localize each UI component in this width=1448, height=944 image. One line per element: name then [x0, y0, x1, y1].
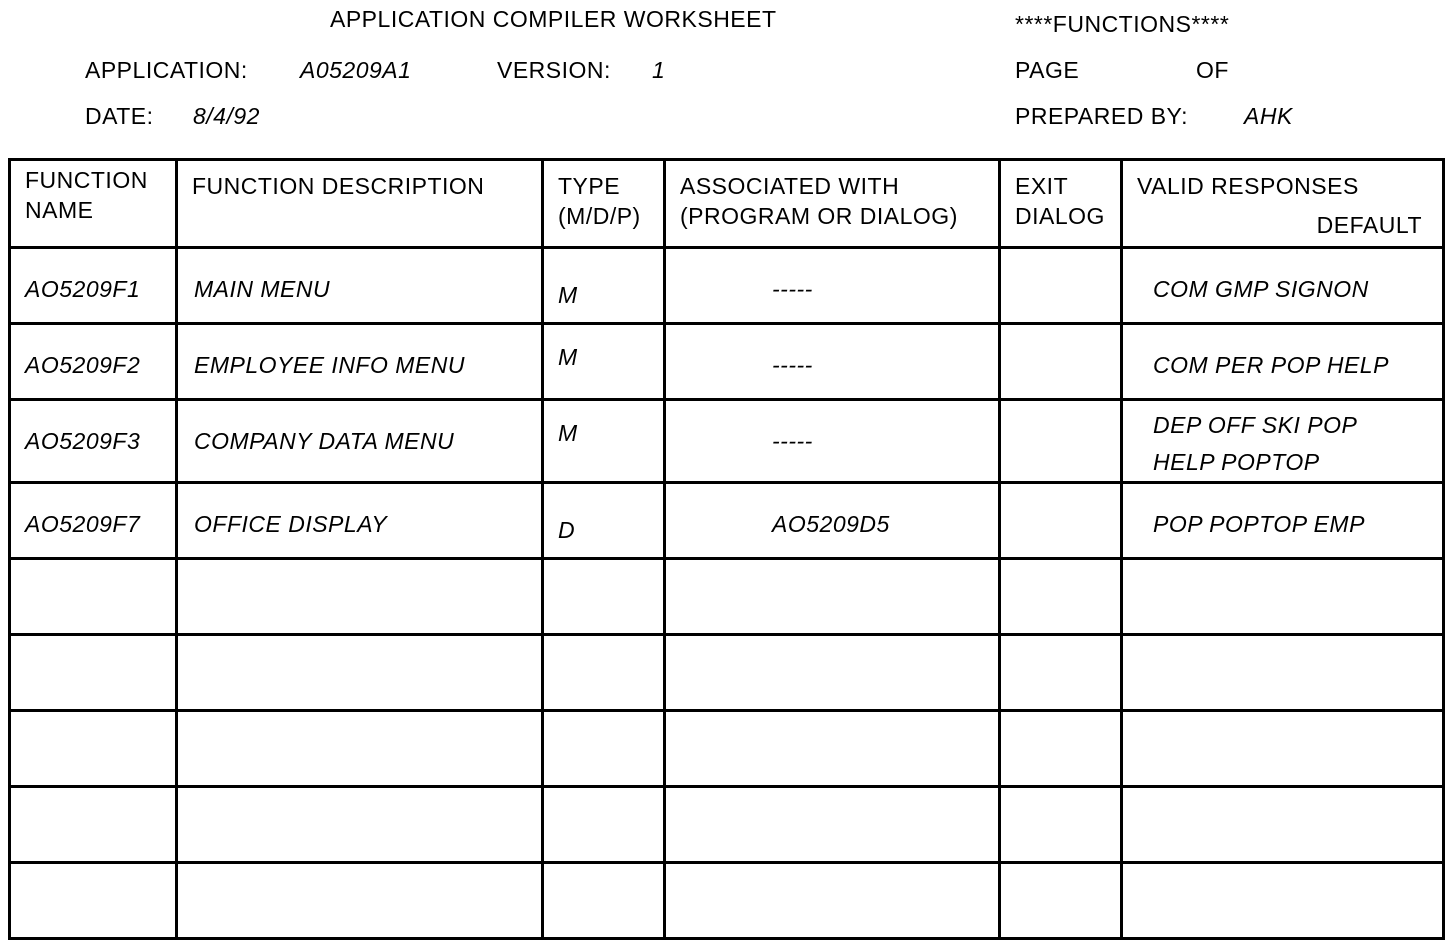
valid-responses-line: COM PER POP HELP	[1153, 352, 1389, 378]
column-header-line: VALID RESPONSES	[1137, 173, 1359, 199]
function-description-cell: OFFICE DISPLAY	[177, 483, 543, 559]
version-value: 1	[652, 57, 666, 83]
column-header-line: FUNCTION	[25, 167, 148, 193]
empty-cell	[177, 787, 543, 863]
column-header-exit-dialog	[1000, 160, 1122, 248]
function-name-cell: AO5209F1	[10, 248, 177, 324]
empty-cell	[10, 863, 177, 939]
function-description-cell: COMPANY DATA MENU	[177, 400, 543, 483]
empty-cell	[177, 635, 543, 711]
column-header-line: ASSOCIATED WITH	[680, 173, 900, 199]
empty-cell	[10, 635, 177, 711]
table-row	[10, 248, 1444, 324]
table-row-empty	[10, 787, 1444, 863]
functions-table	[8, 158, 1445, 940]
empty-cell	[665, 559, 1000, 635]
empty-cell	[1000, 711, 1122, 787]
table-row	[10, 324, 1444, 400]
exit-dialog-cell	[1000, 483, 1122, 559]
column-header-line: FUNCTION DESCRIPTION	[192, 173, 485, 199]
column-header-line: NAME	[25, 197, 94, 223]
valid-responses-cell	[1122, 400, 1444, 483]
exit-dialog-cell	[1000, 400, 1122, 483]
column-header-line: (PROGRAM OR DIALOG)	[680, 203, 958, 229]
function-name-cell: AO5209F3	[10, 400, 177, 483]
table-row-empty	[10, 863, 1444, 939]
empty-cell	[1000, 787, 1122, 863]
empty-cell	[665, 711, 1000, 787]
column-header-line: TYPE	[558, 173, 621, 199]
table-row-empty	[10, 711, 1444, 787]
table-header-row	[10, 160, 1444, 248]
empty-cell	[1000, 559, 1122, 635]
version-label: VERSION:	[497, 57, 611, 83]
empty-cell	[1122, 635, 1444, 711]
empty-cell	[543, 787, 665, 863]
function-name-cell: AO5209F2	[10, 324, 177, 400]
valid-responses-line: POP POPTOP EMP	[1153, 511, 1365, 537]
empty-cell	[543, 635, 665, 711]
valid-responses-line: HELP POPTOP	[1153, 449, 1320, 475]
table-row	[10, 400, 1444, 483]
of-label: OF	[1196, 57, 1229, 83]
empty-cell	[177, 559, 543, 635]
empty-cell	[1000, 863, 1122, 939]
valid-responses-cell	[1122, 324, 1444, 400]
empty-cell	[665, 863, 1000, 939]
application-value: A05209A1	[300, 57, 412, 83]
valid-responses-cell	[1122, 248, 1444, 324]
empty-cell	[665, 635, 1000, 711]
associated-with-cell: -----	[665, 400, 1000, 483]
column-header-function-description	[177, 160, 543, 248]
empty-cell	[177, 711, 543, 787]
column-header-line: DIALOG	[1015, 203, 1105, 229]
valid-responses-cell	[1122, 483, 1444, 559]
empty-cell	[665, 787, 1000, 863]
exit-dialog-cell	[1000, 324, 1122, 400]
empty-cell	[177, 863, 543, 939]
empty-cell	[1122, 863, 1444, 939]
table-row	[10, 483, 1444, 559]
empty-cell	[1122, 787, 1444, 863]
valid-responses-line: COM GMP SIGNON	[1153, 276, 1369, 302]
empty-cell	[543, 559, 665, 635]
type-cell: M	[543, 400, 665, 483]
empty-cell	[1122, 559, 1444, 635]
prepared-by-value: AHK	[1244, 103, 1293, 129]
column-header-function-name	[10, 160, 177, 248]
page-label: PAGE	[1015, 57, 1080, 83]
valid-responses-line: DEP OFF SKI POP	[1153, 412, 1358, 438]
application-label: APPLICATION:	[85, 57, 248, 83]
column-header-line: EXIT	[1015, 173, 1069, 199]
column-header-line: (M/D/P)	[558, 203, 641, 229]
empty-cell	[1000, 635, 1122, 711]
column-header-default: DEFAULT	[1316, 212, 1422, 238]
exit-dialog-cell	[1000, 248, 1122, 324]
empty-cell	[1122, 711, 1444, 787]
section-label: ****FUNCTIONS****	[1015, 11, 1230, 37]
prepared-by-label: PREPARED BY:	[1015, 103, 1189, 129]
empty-cell	[10, 711, 177, 787]
type-cell: D	[543, 483, 665, 559]
empty-cell	[10, 787, 177, 863]
function-description-cell: MAIN MENU	[177, 248, 543, 324]
empty-cell	[543, 863, 665, 939]
associated-with-cell: AO5209D5	[665, 483, 1000, 559]
associated-with-cell: -----	[665, 324, 1000, 400]
column-header-valid-responses	[1122, 160, 1444, 248]
type-cell: M	[543, 324, 665, 400]
associated-with-cell: -----	[665, 248, 1000, 324]
date-value: 8/4/92	[193, 103, 260, 129]
worksheet-title: APPLICATION COMPILER WORKSHEET	[330, 6, 777, 32]
table-row-empty	[10, 635, 1444, 711]
date-label: DATE:	[85, 103, 154, 129]
empty-cell	[543, 711, 665, 787]
column-header-associated-with	[665, 160, 1000, 248]
function-description-cell: EMPLOYEE INFO MENU	[177, 324, 543, 400]
type-cell: M	[543, 248, 665, 324]
column-header-type	[543, 160, 665, 248]
function-name-cell: AO5209F7	[10, 483, 177, 559]
empty-cell	[10, 559, 177, 635]
table-row-empty	[10, 559, 1444, 635]
